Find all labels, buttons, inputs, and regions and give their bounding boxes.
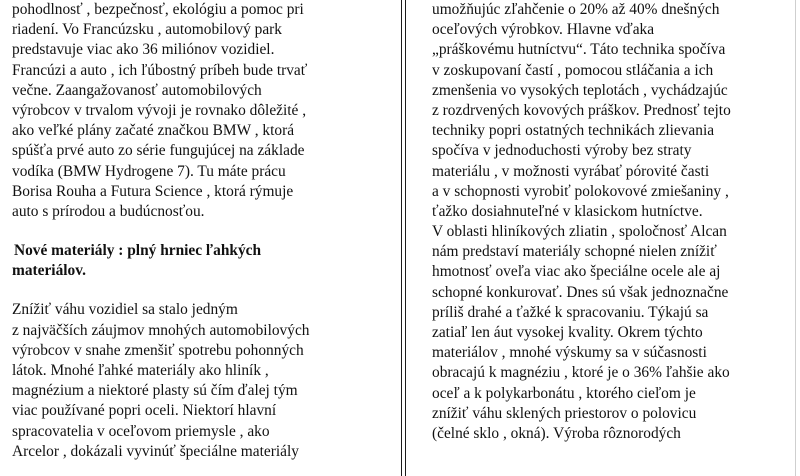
text-line: spracovatelia v oceľovom priemysle , ako [12, 422, 270, 440]
text-line: V oblasti hliníkových zliatin , spoločnosť Alcan [432, 223, 727, 241]
text-line: viac používané popri oceli. Niektorí hlavní [12, 402, 277, 420]
text-line: magnézium a niektoré plasty sú čím ďalej tým [12, 382, 298, 400]
text-line: riadení. Vo Francúzsku , automobilový park [12, 21, 283, 39]
heading-line: Nové materiály : plný hrniec ľahkých [14, 242, 262, 260]
text-line: oceľ a k polykarbonátu , ktorého cieľom je [432, 384, 696, 402]
text-line: a v schopnosti vyrobiť polokovové zmiešaniny , [432, 182, 729, 200]
text-line: v zoskupovaní častí , pomocou stláčania a ich [432, 61, 714, 79]
text-line: auto s prírodou a budúcnosťou. [12, 202, 205, 220]
text-line: obracajú k magnéziu , ktoré je o 36% ľahšie ako [432, 364, 730, 382]
intro-paragraph [12, 0, 390, 222]
text-line: znížiť váhu sklených priestorov o polovicu [432, 404, 697, 422]
text-line: materiálu , v možnosti vyrábať pórovité časti [432, 162, 710, 180]
heading-line: materiálov. [12, 262, 86, 280]
text-line: látok. Mnohé ľahké materiály ako hliník , [12, 362, 269, 379]
paragraph-gap [12, 281, 390, 300]
text-line: zmenšenia vo vysokých teplotách , vychádzajúc [432, 81, 728, 99]
paragraph-gap [12, 222, 390, 241]
left-column [12, 0, 390, 462]
text-line: schopné konkurovať. Dnes sú však jednoznačne [432, 283, 729, 301]
right-column [432, 0, 792, 444]
body-paragraph [12, 300, 390, 462]
text-line: oceľových výrobkov. Hlavne vďaka [432, 21, 655, 39]
text-line: „práškovému hutníctvu“. Táto technika spočíva [432, 41, 726, 59]
text-line: zatiaľ len áut vysokej kvality. Okrem týchto [432, 324, 703, 341]
text-line: spúšťa prvé auto zo série fungujúcej na základe [12, 142, 305, 160]
text-line: ako veľké plány začaté značkou BMW , ktorá [12, 122, 295, 140]
text-line: výrobcov v snahe zmenšiť spotrebu pohonných [12, 341, 304, 359]
text-line: Arcelor , dokázali vyvinúť špeciálne materiály [12, 442, 299, 460]
text-line: techniky popri ostatných technikách zlievania [432, 122, 715, 140]
text-line: (čelné sklo , okná). Výroba rôznorodých [432, 424, 681, 442]
text-line: z rozdrvených kovových práškov. Prednosť tejto [432, 101, 731, 119]
section-heading [12, 241, 390, 281]
page-edge [795, 0, 796, 476]
text-line: ťažko dosiahnuteľné v klasickom hutníctve. [432, 202, 703, 220]
text-line: vodíka (BMW Hydrogene 7). Tu máte prácu [12, 162, 286, 180]
text-line: umožňujúc zľahčenie o 20% až 40% dnešných [432, 1, 720, 18]
text-line: nám predstaví materiály schopné nielen znížiť [432, 243, 717, 261]
text-line: Borisa Rouha a Futura Science , ktorá rýmuje [12, 182, 294, 200]
text-line: večne. Zaangažovanosť automobilových [12, 81, 262, 99]
text-line: hmotnosť oveľa viac ako špeciálne ocele ale aj [432, 263, 721, 281]
text-line: pohodlnosť , bezpečnosť, ekológiu a pomoc pri [12, 1, 304, 18]
text-line: z najväčších záujmov mnohých automobilových [12, 321, 310, 339]
text-line: výrobcov v trvalom vývoji je rovnako dôležité , [12, 101, 307, 119]
text-line: spočíva v jednoduchosti výroby bez straty [432, 142, 692, 160]
text-line: predstavuje viac ako 36 miliónov vozidiel. [12, 41, 275, 59]
text-line: príliš drahé a ťažké k spracovaniu. Týkajú sa [432, 303, 709, 321]
text-line: materiálov , mnohé výskumy sa v súčasnosti [432, 344, 707, 362]
text-line: Francúzi a auto , ich ľúbostný príbeh bude trvať [12, 61, 308, 79]
column-divider [405, 0, 406, 476]
column-divider [401, 0, 402, 476]
text-line: Znížiť váhu vozidiel sa stalo jedným [12, 301, 238, 319]
